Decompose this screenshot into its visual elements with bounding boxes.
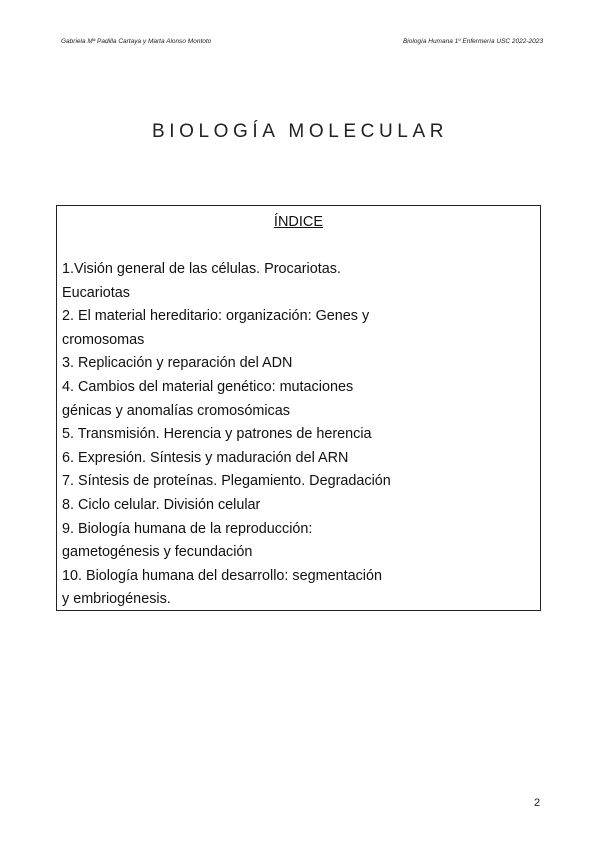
index-line: cromosomas — [62, 331, 145, 348]
index-line: Eucariotas — [62, 284, 130, 301]
index-box — [56, 205, 541, 611]
index-line: y embriogénesis. — [62, 591, 171, 608]
index-line: 9. Biología humana de la reproducción: — [62, 520, 313, 537]
index-list — [62, 258, 532, 612]
page-number: 2 — [534, 797, 541, 809]
index-line: 7. Síntesis de proteínas. Plegamiento. Degradación — [62, 473, 391, 490]
index-line: 1.Visión general de las células. Procariotas. — [62, 261, 341, 277]
index-line: 4. Cambios del material genético: mutaciones — [62, 378, 354, 395]
page-title: BIOLOGÍA MOLECULAR — [151, 121, 449, 142]
index-line: 5. Transmisión. Herencia y patrones de herencia — [62, 426, 372, 443]
header-course: Biología Humana 1º Enfermería USC 2022-2023 — [402, 38, 543, 45]
index-line: gametogénesis y fecundación — [62, 544, 253, 561]
index-line: 10. Biología humana del desarrollo: segmentación — [62, 567, 382, 584]
index-line: 8. Ciclo celular. División celular — [62, 496, 261, 513]
index-line: 6. Expresión. Síntesis y maduración del ARN — [62, 449, 349, 466]
index-heading: ÍNDICE — [273, 214, 324, 230]
header-authors: Gabriela Mª Padilla Cartaya y Marta Alonso Montoto — [61, 38, 212, 45]
index-line: 2. El material hereditario: organización: Genes y — [62, 308, 370, 325]
index-line: 3. Replicación y reparación del ADN — [62, 355, 293, 372]
index-line: génicas y anomalías cromosómicas — [62, 402, 290, 419]
